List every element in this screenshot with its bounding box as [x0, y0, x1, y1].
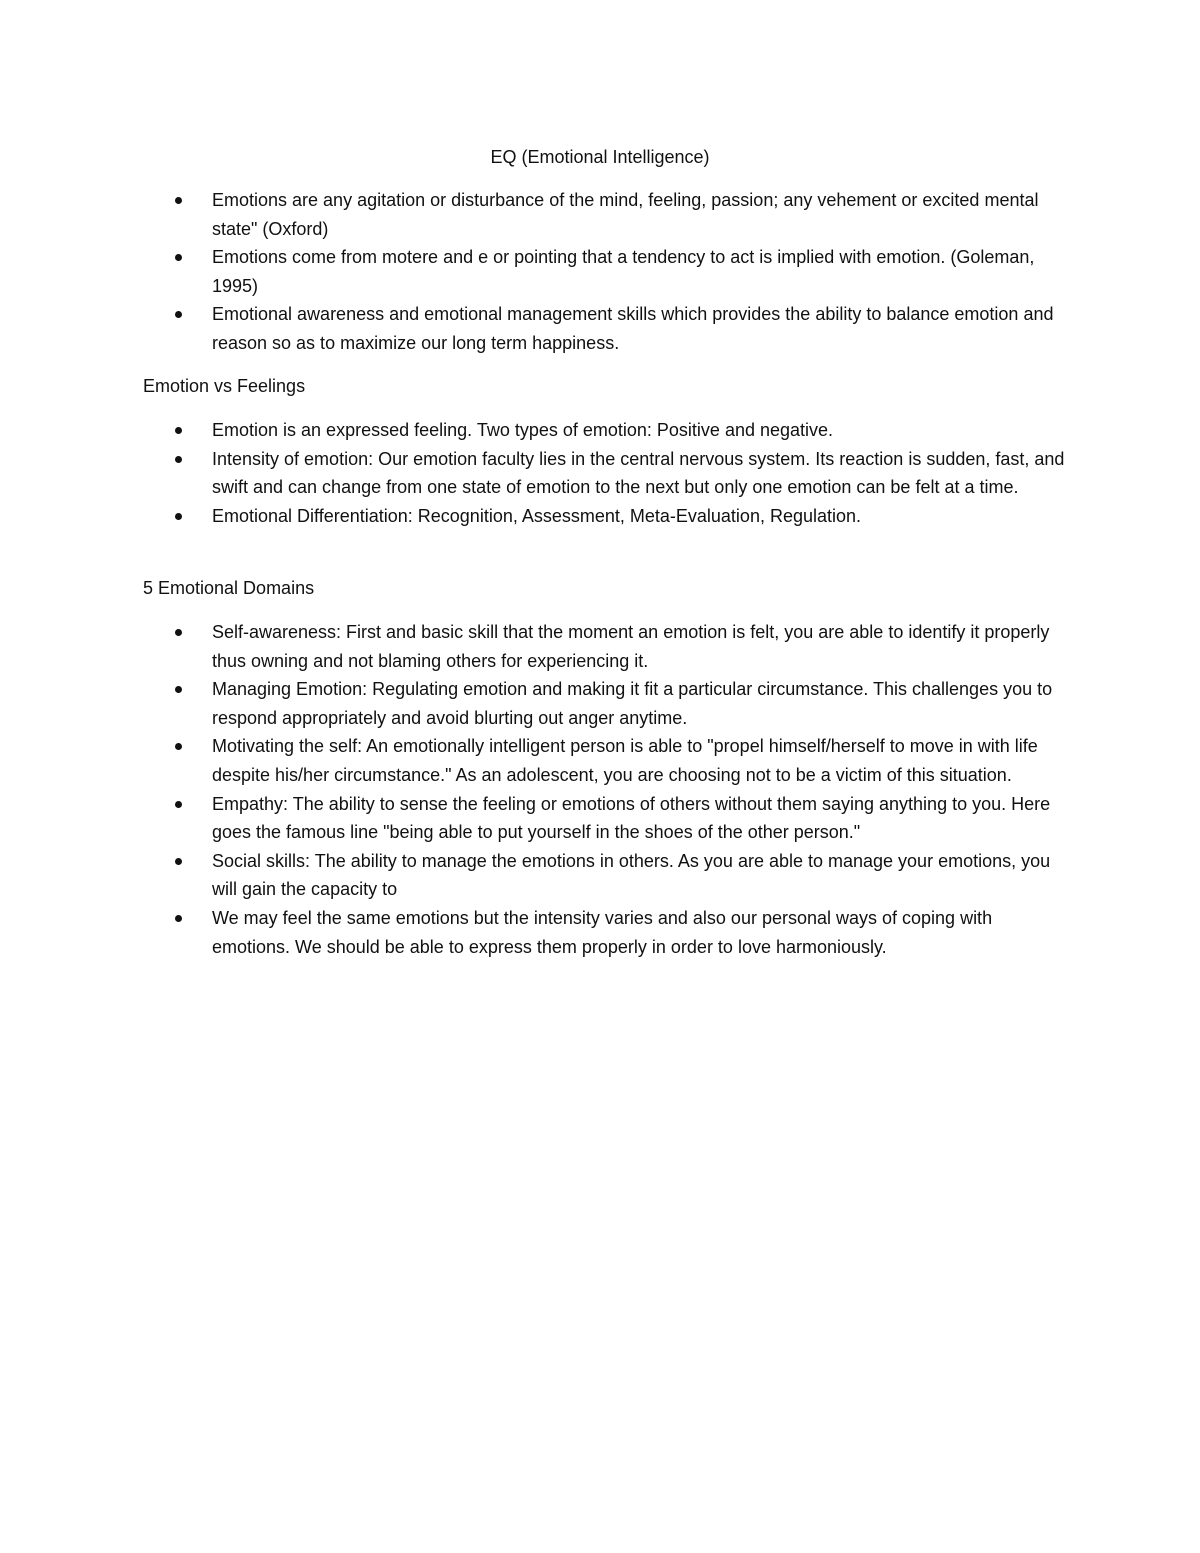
list-item-text: Empathy: The ability to sense the feeling or emotions of others without them saying anything to you. Here goes the famous line "being able to put yourself in the shoes of the other person."	[212, 793, 1051, 843]
list-item	[0, 847, 1200, 904]
bullet-icon	[175, 427, 182, 434]
bullet-icon	[175, 801, 182, 808]
list-item	[0, 300, 1200, 357]
bullet-icon	[175, 743, 182, 750]
bullet-icon	[175, 456, 182, 463]
bullet-icon	[175, 513, 182, 520]
list-item-text: Managing Emotion: Regulating emotion and making it fit a particular circumstance. This challenges you to respond appropriately and avoid blurting out anger anytime.	[212, 679, 1053, 728]
list-item-text: Intensity of emotion: Our emotion faculty lies in the central nervous system. Its reaction is sudden, fast, and swift and can change from one state of emotion to the next but only one emotion can be felt at a time.	[212, 448, 1065, 498]
list-item-text: Emotions come from motere and e or pointing that a tendency to act is implied with emotion. (Goleman, 1995)	[212, 247, 1035, 296]
feelings-bullet-list	[0, 416, 1200, 530]
bullet-icon	[175, 915, 182, 922]
domains-bullet-list	[0, 618, 1200, 961]
list-item-text: We may feel the same emotions but the intensity varies and also our personal ways of coping with emotions. We should be able to express them properly in order to love harmoniously.	[212, 907, 993, 957]
section-heading-emotional-domains: 5 Emotional Domains	[143, 578, 315, 598]
list-item-text: Self-awareness: First and basic skill that the moment an emotion is felt, you are able to identify it properly thus owning and not blaming others for experiencing it.	[212, 622, 1050, 671]
intro-bullet-list	[0, 186, 1200, 358]
list-item	[0, 904, 1200, 961]
list-item-text: Motivating the self: An emotionally intelligent person is able to "propel himself/herself to move in with life despite his/her circumstance." As an adolescent, you are choosing not to be a victim of this situation.	[212, 736, 1038, 785]
list-item-text: Emotional Differentiation: Recognition, Assessment, Meta-Evaluation, Regulation.	[212, 505, 862, 526]
bullet-icon	[175, 686, 182, 693]
list-item-text: Emotions are any agitation or disturbance of the mind, feeling, passion; any vehement or excited mental state" (Oxford)	[212, 190, 1039, 239]
bullet-icon	[175, 254, 182, 261]
bullet-icon	[175, 311, 182, 318]
list-item	[0, 790, 1200, 847]
bullet-icon	[175, 858, 182, 865]
bullet-icon	[175, 629, 182, 636]
list-item	[0, 243, 1200, 300]
list-item	[0, 675, 1200, 732]
document-title: EQ (Emotional Intelligence)	[490, 147, 710, 167]
bullet-icon	[175, 197, 182, 204]
list-item	[0, 445, 1200, 502]
section-heading-emotion-vs-feelings: Emotion vs Feelings	[143, 376, 306, 396]
list-item-text: Emotional awareness and emotional management skills which provides the ability to balance emotion and reason so as to maximize our long term happiness.	[212, 304, 1054, 353]
list-item	[0, 502, 1200, 531]
list-item	[0, 186, 1200, 243]
list-item	[0, 618, 1200, 675]
list-item-text: Social skills: The ability to manage the emotions in others. As you are able to manage your emotions, you will gain the capacity to	[212, 850, 1051, 900]
list-item-text: Emotion is an expressed feeling. Two types of emotion: Positive and negative.	[212, 420, 834, 440]
list-item	[0, 416, 1200, 445]
list-item	[0, 732, 1200, 789]
